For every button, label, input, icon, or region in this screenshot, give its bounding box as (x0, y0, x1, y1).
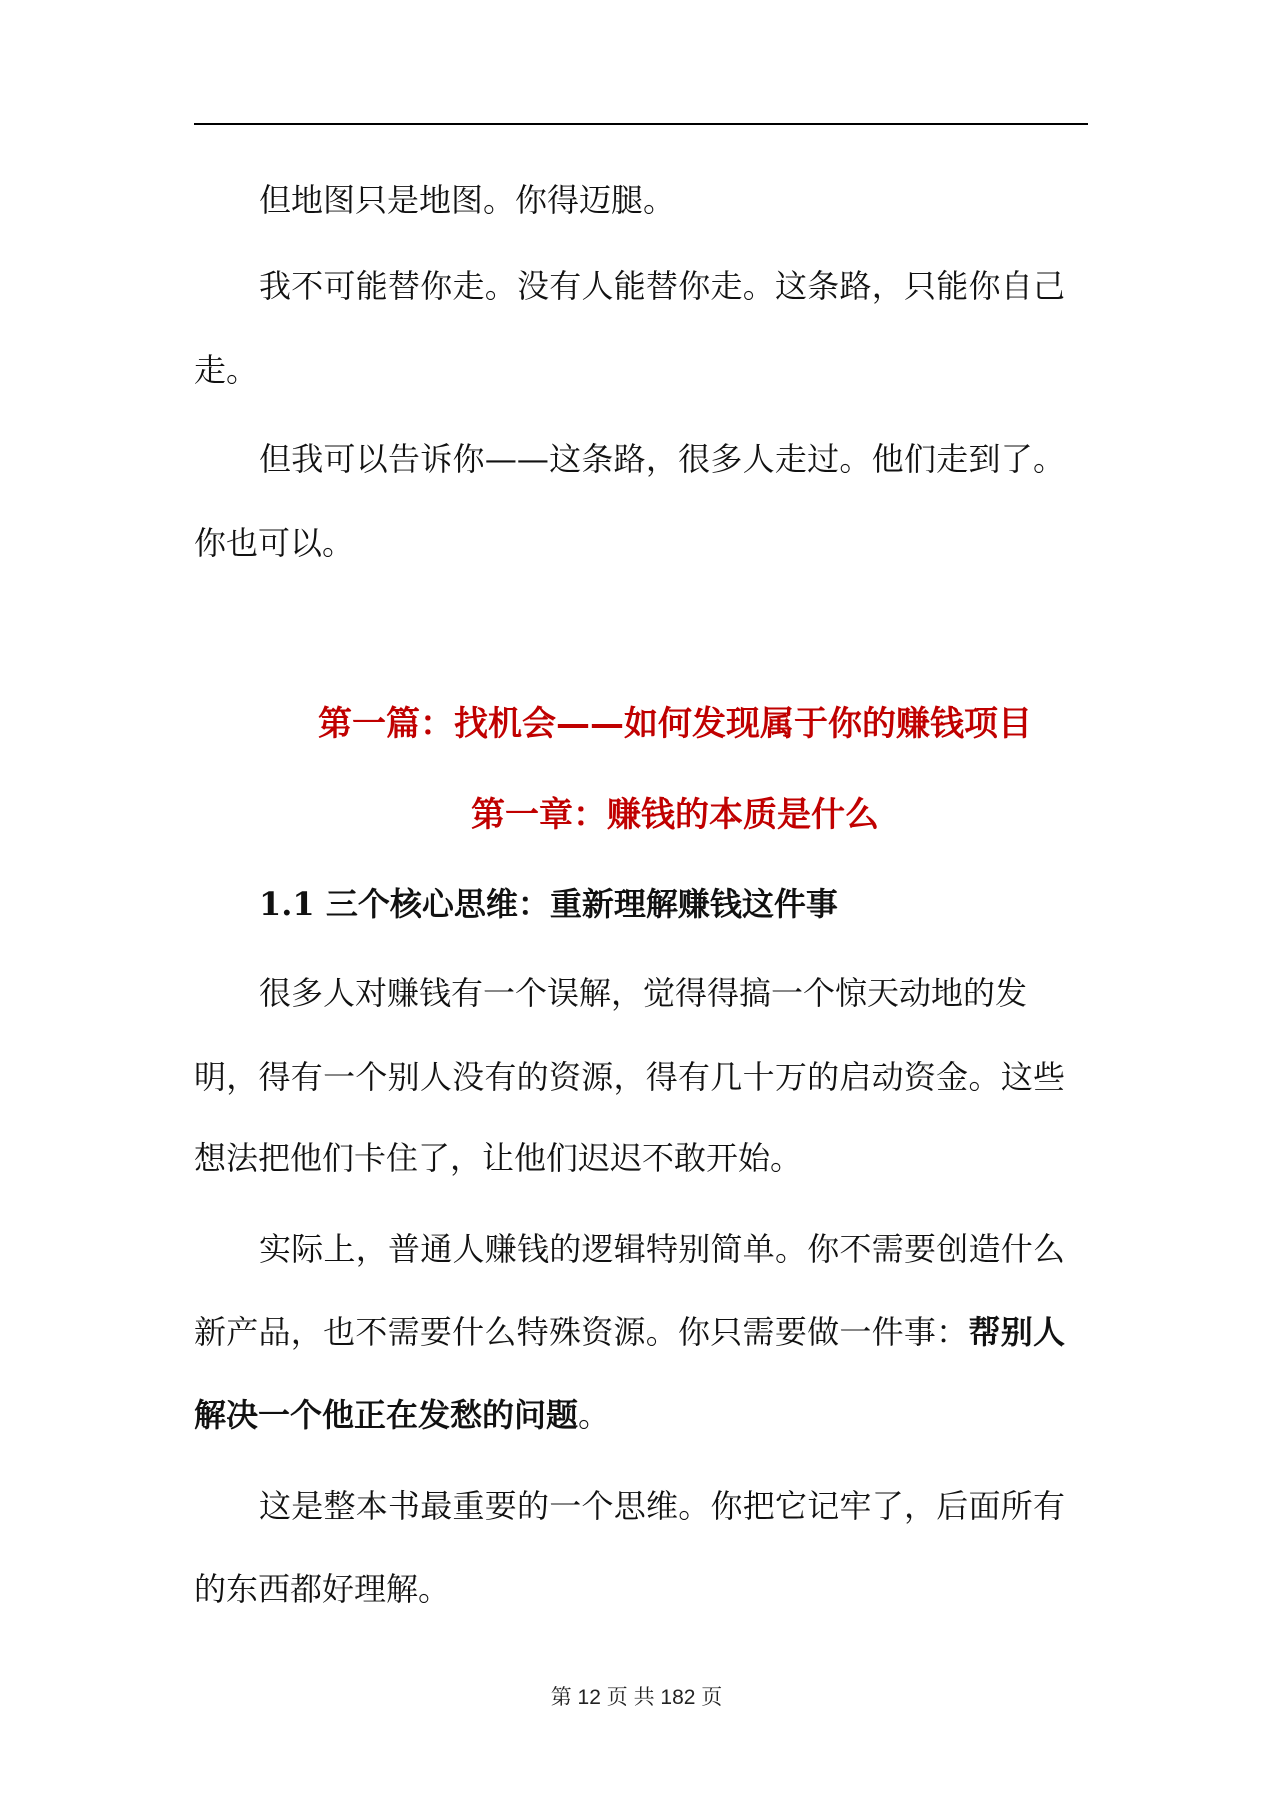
paragraph-line: 我不可能替你走。没有人能替你走。这条路，只能你自己 (259, 267, 1065, 305)
paragraph-line: 明，得有一个别人没有的资源，得有几十万的启动资金。这些 (194, 1058, 1065, 1096)
text-run: 新产品，也不需要什么特殊资源。你只需要做一件事： (194, 1313, 969, 1351)
paragraph-line: 的东西都好理解。 (194, 1570, 451, 1608)
paragraph-line: 但我可以告诉你——这条路，很多人走过。他们走到了。 (259, 440, 1065, 478)
chapter-heading: 第一章：赚钱的本质是什么 (471, 795, 879, 835)
text-run: 。 (578, 1396, 611, 1434)
page-number-footer: 第 12 页 共 182 页 (550, 1686, 723, 1709)
emphasis-text: 解决一个他正在发愁的问题 (194, 1396, 579, 1434)
paragraph-line: 这是整本书最重要的一个思维。你把它记牢了，后面所有 (259, 1487, 1065, 1525)
header-rule (194, 123, 1088, 125)
paragraph-line: 走。 (194, 351, 259, 389)
paragraph-line: 但地图只是地图。你得迈腿。 (259, 181, 676, 219)
part-heading: 第一篇：找机会——如何发现属于你的赚钱项目 (318, 704, 1032, 744)
text-run: 实际上，普通人赚钱的逻辑特别简单。你不需要创造什么 (259, 1230, 1065, 1268)
paragraph-line (259, 1229, 1065, 1269)
paragraph-line (194, 1395, 610, 1435)
emphasis-text: 帮别人 (968, 1313, 1065, 1351)
paragraph-line (194, 1312, 1065, 1352)
paragraph-line: 你也可以。 (194, 524, 355, 562)
paragraph-line: 很多人对赚钱有一个误解，觉得得搞一个惊天动地的发 (259, 974, 1028, 1012)
paragraph-line: 想法把他们卡住了，让他们迟迟不敢开始。 (194, 1139, 803, 1177)
section-heading: 1.1 三个核心思维：重新理解赚钱这件事 (259, 885, 838, 923)
